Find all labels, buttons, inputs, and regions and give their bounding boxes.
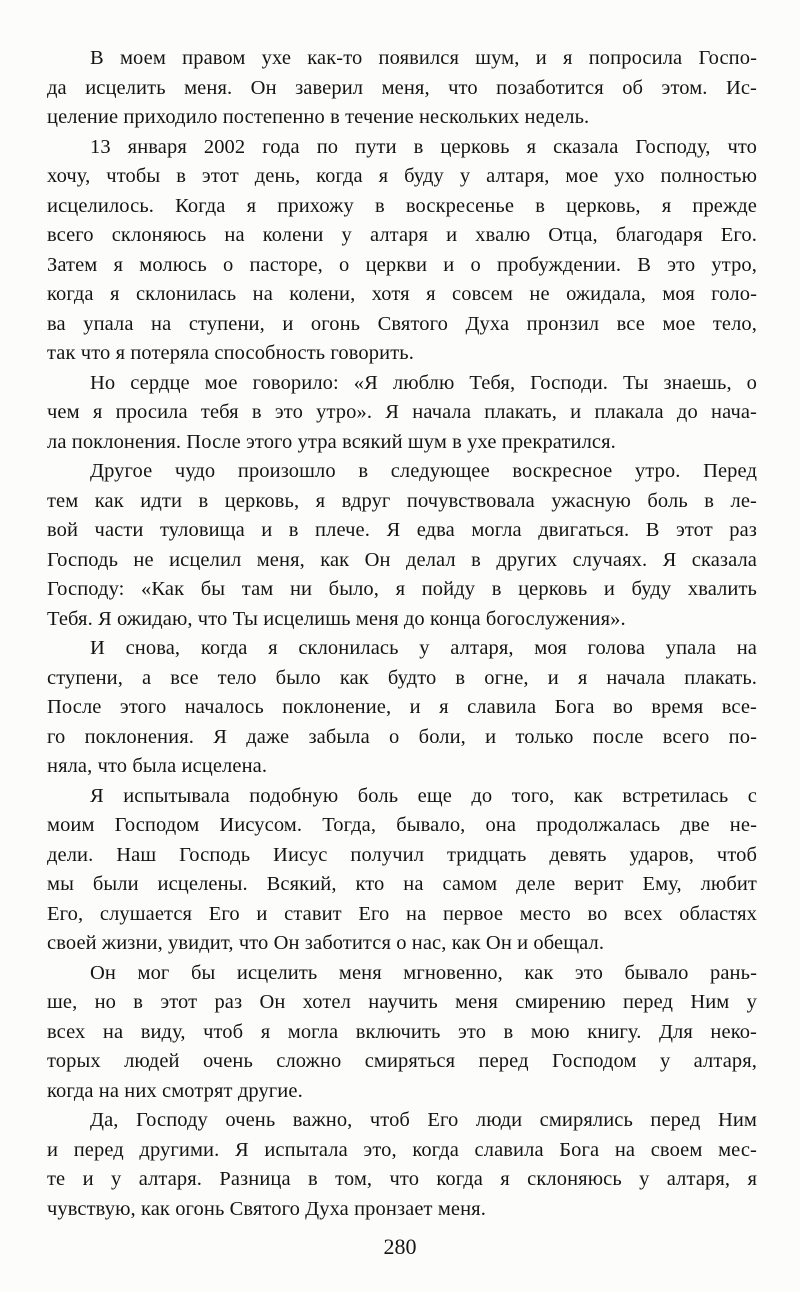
text-line: целение приходило постепенно в течение нескольких недель. [47,106,590,128]
paragraph [47,959,757,1107]
text-line: мы были исцелены. Всякий, кто на самом деле верит Ему, любит [47,873,757,895]
text-line: го поклонения. Я даже забыла о боли, и только после всего по- [47,725,757,748]
text-line: ла поклонения. После этого утра всякий шум в ухе прекратился. [47,430,616,453]
text-line: няла, что была исцелена. [47,755,268,777]
text-line: В моем правом ухе как-то появился шум, и я попросила Госпо- [90,47,757,69]
text-line: тем как идти в церковь, я вдруг почувствовала ужасную боль в ле- [47,489,757,512]
text-line: Господу: «Как бы там ни было, я пойду в церковь и буду хвалить [47,578,757,600]
page-number: 280 [383,1234,417,1259]
text-line: чувствую, как огонь Святого Духа пронзает меня. [47,1197,486,1220]
text-block [47,44,757,1224]
text-line: Другое чудо произошло в следующее воскресное утро. Перед [90,460,757,482]
text-line: Да, Господу очень важно, чтоб Его люди смирялись перед Ним [90,1109,757,1131]
text-line: Затем я молюсь о пасторе, о церкви и о пробуждении. В это утро, [47,253,757,276]
text-line: дели. Наш Господь Иисус получил тридцать девять ударов, чтоб [47,843,757,866]
paragraph [47,634,757,782]
paragraph [47,133,757,369]
text-line: моим Господом Иисусом. Тогда, бывало, она продолжалась две не- [47,814,757,836]
text-line: и перед другими. Я испытала это, когда славила Бога на своем мес- [47,1138,757,1161]
text-line: ступени, а все тело было как будто в огне, и я начала плакать. [47,666,757,689]
text-line: После этого началось поклонение, и я славила Бога во время все- [47,696,757,718]
text-line: Тебя. Я ожидаю, что Ты исцелишь меня до конца богослужения». [47,607,626,630]
text-line: Господь не исцелил меня, как Он делал в других случаях. Я сказала [47,548,757,571]
paragraph [47,44,757,133]
text-line: исцелилось. Когда я прихожу в воскресенье в церковь, я прежде [47,194,757,217]
text-line: Он мог бы исцелить меня мгновенно, как это бывало рань- [90,961,757,984]
text-line: да исцелить меня. Он заверил меня, что позаботится об этом. Ис- [47,76,757,99]
text-line: Я испытывала подобную боль еще до того, как встретилась с [90,784,757,807]
text-line: ше, но в этот раз Он хотел научить меня смирению перед Ним у [47,991,757,1013]
paragraph [47,369,757,458]
text-line: когда на них смотрят другие. [47,1079,303,1102]
text-line: Его, слушается Его и ставит Его на первое место во всех областях [47,902,757,925]
text-line: своей жизни, увидит, что Он заботится о нас, как Он и обещал. [47,932,605,954]
text-line: когда я склонилась на колени, хотя я совсем не ожидала, моя голо- [47,283,757,305]
paragraph [47,782,757,959]
text-line: так что я потеряла способность говорить. [47,342,414,364]
text-line: ва упала на ступени, и огонь Святого Духа пронзил все мое тело, [47,312,757,335]
text-line: торых людей очень сложно смиряться перед Господом у алтаря, [47,1050,757,1072]
text-line: всех на виду, чтоб я могла включить это в мою книгу. Для неко- [47,1020,757,1043]
text-line: 13 января 2002 года по пути в церковь я сказала Господу, что [90,135,757,158]
text-line: те и у алтаря. Разница в том, что когда я склоняюсь у алтаря, я [47,1168,757,1190]
text-line: чем я просила тебя в это утро». Я начала плакать, и плакала до нача- [47,401,757,423]
text-line: вой части туловища и в плече. Я едва могла двигаться. В этот раз [47,519,757,541]
paragraph [47,457,757,634]
text-line: всего склоняюсь на колени у алтаря и хвалю Отца, благодаря Его. [47,224,757,246]
text-line: Но сердце мое говорило: «Я люблю Тебя, Господи. Ты знаешь, о [90,371,757,394]
text-line: хочу, чтобы в этот день, когда я буду у алтаря, мое ухо полностью [47,165,757,187]
paragraph [47,1106,757,1224]
text-line: И снова, когда я склонилась у алтаря, моя голова упала на [90,637,757,659]
